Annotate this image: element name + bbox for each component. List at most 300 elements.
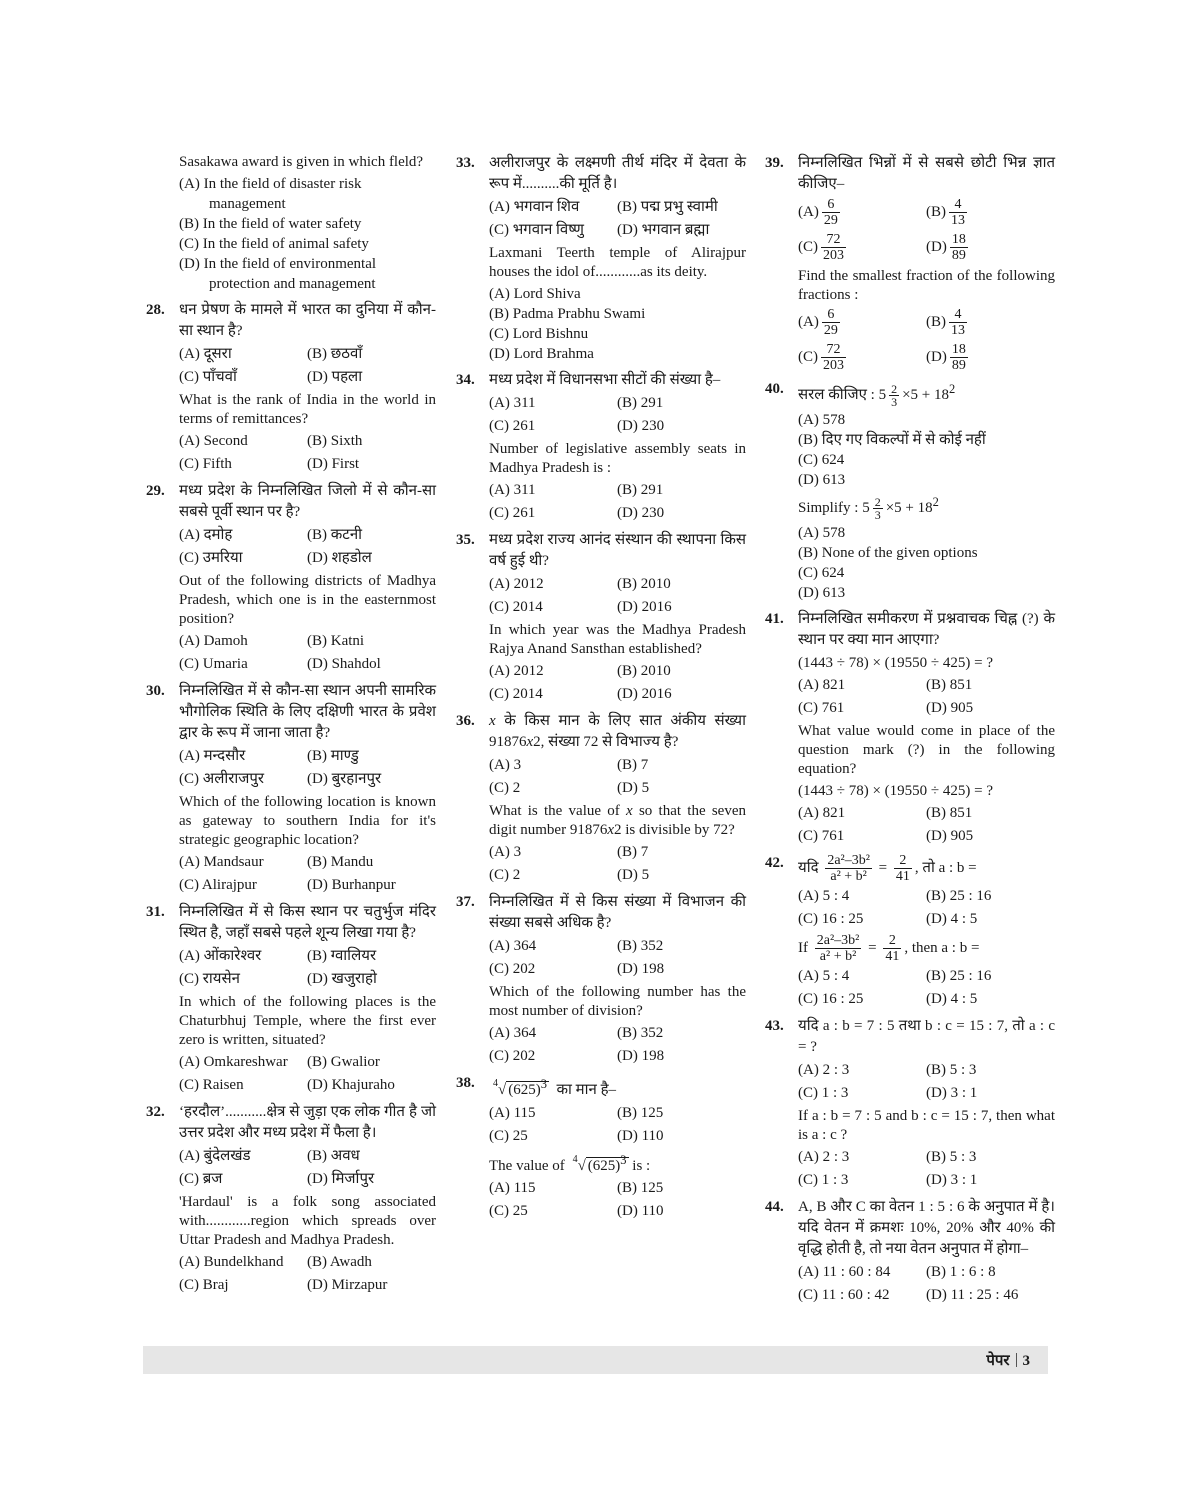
options-hi — [456, 197, 746, 241]
question-35 — [456, 530, 746, 705]
stem-text: यदि — [798, 860, 819, 877]
option-b: (B) Gwalior — [307, 1054, 380, 1070]
stem-text: Simplify : — [798, 500, 859, 517]
numerator: 4 — [949, 197, 967, 213]
option-b: (B) 291 — [617, 482, 664, 498]
question-30 — [146, 681, 436, 896]
option-d: (D) पहला — [307, 369, 363, 385]
option-c: (C) 2014 — [489, 686, 543, 702]
variable-x: x — [489, 713, 496, 729]
variable-x: x — [526, 734, 534, 750]
option-b: (B) 291 — [617, 395, 664, 411]
option-a: (A) 311 — [489, 482, 536, 498]
question-number: 30. — [146, 683, 165, 699]
options-hi — [456, 755, 746, 799]
question-stem-en — [456, 1150, 746, 1176]
column-3 — [765, 153, 1055, 1312]
question-number: 28. — [146, 302, 165, 318]
numerator: 72 — [821, 232, 846, 248]
stem-text: , then a : b = — [904, 940, 980, 957]
question-stem-hi: यदि $\frac{\text{2a²–3b²}}{\text{a² + b²}}$ = $\frac{2}{41}$ , तो a : b = — [798, 853, 977, 885]
option-d: (D) Lord Brahma — [489, 346, 594, 362]
question-number: 38. — [456, 1075, 475, 1091]
option-a: (A) 5 : 4 — [798, 888, 850, 905]
radicand: (625) — [508, 1082, 541, 1098]
option-d: (D) 613 — [798, 585, 846, 602]
radicand: (625) — [587, 1158, 621, 1174]
options-hi — [456, 1103, 746, 1147]
option-b — [926, 307, 1055, 338]
stem-text: What is the value of — [489, 803, 627, 819]
option-a: (A) भगवान शिव — [489, 199, 580, 215]
numerator: 6 — [822, 307, 840, 323]
denominator: 3 — [891, 395, 898, 410]
option-c: (C) 624 — [798, 565, 845, 582]
options-en — [146, 431, 436, 475]
option-a: (A) Second — [179, 433, 248, 449]
options-hi — [765, 1060, 1055, 1104]
question-stem-en: What is the rank of India in the world in terms of remittances? — [179, 392, 436, 427]
option-c: (C) 761 — [798, 828, 845, 845]
question-stem-en: What value would come in place of the question mark (?) in the following equation? — [798, 723, 1055, 778]
option-c: (C) पाँचवाँ — [179, 369, 237, 385]
option-c: (C) 16 : 25 — [798, 991, 864, 1008]
option-d: (D) 2016 — [617, 599, 672, 615]
option-c: (C) रायसेन — [179, 971, 240, 987]
option-a: (A) In the field of disaster risk management — [179, 176, 362, 212]
option-b: (B) Padma Prabhu Swami — [489, 306, 646, 322]
options-en — [765, 966, 1055, 1010]
option-label: (C) — [798, 349, 818, 365]
option-b: (B) कटनी — [307, 527, 363, 543]
question-stem-hi — [489, 1073, 746, 1101]
option-c — [798, 342, 926, 373]
numerator: 6 — [822, 197, 840, 213]
question-stem-hi: ‘हरदौल’...........क्षेत्र से जुड़ा एक लोक गीत है जो उत्तर प्रदेश और मध्य प्रदेश में फैला है। — [179, 1104, 436, 1141]
page-footer — [143, 1346, 1048, 1374]
option-a: (A) 364 — [489, 1025, 537, 1041]
expression-tail: ×5 + 18 — [902, 387, 949, 403]
question-stem-hi: मध्य प्रदेश राज्य आनंद संस्थान की स्थापना किस वर्ष हुई थी? — [489, 532, 746, 569]
stem-text: If — [798, 940, 808, 957]
option-c: (C) 1 : 3 — [798, 1172, 849, 1189]
options-en — [456, 661, 746, 705]
question-stem-hi — [798, 379, 1055, 408]
option-b: (B) 851 — [926, 677, 973, 694]
option-c: (C) 202 — [489, 961, 536, 977]
question-stem-en: Which of the following location is known as gateway to southern India for it's strategic geographic location? — [179, 794, 436, 848]
denominator: 89 — [951, 358, 966, 373]
option-b: (B) 352 — [617, 938, 664, 954]
option-b: (B) 5 : 3 — [926, 1062, 977, 1079]
option-c: (C) 2 — [489, 780, 521, 796]
option-a: (A) 3 — [489, 757, 522, 773]
option-c: (C) Raisen — [179, 1077, 244, 1093]
option-d: (D) Shahdol — [307, 656, 381, 672]
option-a: (A) 821 — [798, 677, 846, 694]
question-stem-hi: निम्नलिखित समीकरण में प्रश्नवाचक चिह्न (?) के स्थान पर क्या मान आएगा? — [798, 611, 1055, 649]
option-d: (D) 3 : 1 — [926, 1172, 978, 1189]
option-a: (A) बुंदेलखंड — [179, 1148, 251, 1164]
root-index: 4 — [572, 1154, 578, 1165]
stem-text: is : — [632, 1158, 651, 1174]
question-number: 36. — [456, 713, 475, 729]
option-a: (A) 3 — [489, 844, 522, 860]
numerator: 18 — [951, 232, 966, 247]
question-stem-en: If a : b = 7 : 5 and b : c = 15 : 7, then what is a : c ? — [798, 1108, 1055, 1144]
option-label: (B) — [926, 204, 946, 220]
options-hi — [456, 936, 746, 980]
option-b: (B) Sixth — [307, 433, 363, 449]
question-number: 37. — [456, 894, 475, 910]
column-1 — [146, 153, 436, 1302]
option-a: (A) 821 — [798, 805, 846, 822]
option-a: (A) 2 : 3 — [798, 1149, 850, 1166]
question-37 — [456, 892, 746, 1067]
option-a — [798, 307, 926, 338]
option-b: (B) In the field of water safety — [179, 216, 362, 232]
options-hi — [146, 525, 436, 569]
option-c: (C) ब्रज — [179, 1171, 223, 1187]
option-d: (D) Burhanpur — [307, 877, 396, 893]
numerator: 72 — [821, 342, 846, 358]
option-a: (A) Omkareshwar — [179, 1054, 288, 1070]
options-hi — [765, 886, 1055, 930]
option-b: (B) 125 — [617, 1105, 664, 1121]
option-d: (D) 110 — [617, 1128, 664, 1144]
question-40 — [765, 379, 1055, 603]
stem-text: का मान है– — [556, 1082, 617, 1098]
option-d: (D) 5 — [617, 867, 650, 883]
option-b: (B) 851 — [926, 805, 973, 822]
question-stem-en: Laxmani Teerth temple of Alirajpur houses the idol of............as its deity. — [489, 245, 746, 280]
question-34 — [456, 370, 746, 524]
options-hi — [456, 574, 746, 618]
whole-part: 5 — [878, 387, 887, 403]
option-c: (C) 25 — [489, 1203, 528, 1219]
option-c: (C) उमरिया — [179, 550, 243, 566]
question-44 — [765, 1197, 1055, 1306]
column-2 — [456, 153, 746, 1228]
option-b: (B) 25 : 16 — [926, 888, 992, 905]
option-b: (B) 5 : 3 — [926, 1149, 977, 1166]
option-a — [798, 197, 926, 228]
question-36 — [456, 711, 746, 886]
options-hi — [765, 1262, 1055, 1306]
question-stem-hi: A, B और C का वेतन 1 : 5 : 6 के अनुपात में है। यदि वेतन में क्रमशः 10%, 20% और 40% की वृद्धि होती है, तो नया वेतन अनुपात में होगा– — [798, 1199, 1055, 1258]
question-stem-en: Out of the following districts of Madhya Pradesh, which one is in the easternmost position? — [179, 573, 436, 627]
equation: (1443 ÷ 78) × (19550 ÷ 425) = ? — [798, 655, 994, 672]
option-b: (B) 7 — [617, 757, 649, 773]
option-b: (B) ग्वालियर — [307, 948, 377, 964]
footer-divider — [1016, 1353, 1017, 1367]
whole-part: 5 — [862, 500, 870, 517]
question-28 — [146, 300, 436, 475]
question-27-continued — [146, 153, 436, 294]
option-label: (A) — [798, 204, 819, 220]
option-a: (A) 5 : 4 — [798, 968, 850, 985]
option-b: (B) 25 : 16 — [926, 968, 992, 985]
question-29 — [146, 481, 436, 675]
exponent: 3 — [620, 1153, 627, 1167]
stem-text: सरल कीजिए : — [798, 387, 875, 403]
question-stem-en: In which year was the Madhya Pradesh Rajya Anand Sansthan established? — [489, 622, 746, 657]
option-d: (D) 198 — [617, 1048, 665, 1064]
option-c: (C) 25 — [489, 1128, 528, 1144]
option-d: (D) खजुराहो — [307, 971, 377, 987]
options-en — [146, 631, 436, 675]
denominator: 41 — [885, 949, 900, 965]
option-d: (D) मिर्जापुर — [307, 1171, 375, 1187]
question-number: 39. — [765, 155, 784, 171]
exponent: 3 — [540, 1077, 547, 1091]
question-stem-en: Number of legislative assembly seats in Madhya Pradesh is : — [489, 441, 746, 476]
question-stem-en — [765, 493, 1055, 521]
option-c: (C) Lord Bishnu — [489, 326, 589, 342]
expression — [862, 495, 939, 523]
option-d: (D) शहडोल — [307, 550, 372, 566]
options-hi — [146, 1146, 436, 1190]
fraction-options-en — [765, 307, 1055, 373]
options-en — [146, 1252, 436, 1296]
question-39 — [765, 153, 1055, 373]
question-number: 34. — [456, 372, 475, 388]
denominator: a² + b² — [830, 869, 867, 885]
stem-text: The value of — [489, 1158, 565, 1174]
option-a: (A) मन्दसौर — [179, 748, 246, 764]
option-d: (D) Khajuraho — [307, 1077, 395, 1093]
question-number: 29. — [146, 483, 165, 499]
question-number: 42. — [765, 855, 784, 872]
option-c: (C) In the field of animal safety — [179, 236, 369, 252]
option-d: (D) 110 — [617, 1203, 664, 1219]
option-c: (C) 624 — [798, 452, 845, 469]
option-b: (B) 2010 — [617, 663, 671, 679]
option-a: (A) 578 — [798, 412, 846, 429]
option-b: (B) 1 : 6 : 8 — [926, 1264, 996, 1281]
option-c — [798, 232, 926, 263]
options-hi — [765, 675, 1055, 719]
question-stem-hi: अलीराजपुर के लक्ष्मणी तीर्थ मंदिर में देवता के रूप में..........की मूर्ति है। — [489, 155, 746, 192]
footer-text: पेपर — [986, 1353, 1010, 1369]
option-b: (B) माण्डु — [307, 748, 359, 764]
question-31 — [146, 902, 436, 1096]
stem-text: 2, संख्या 72 से विभाज्य है? — [533, 734, 679, 750]
option-b: (B) पद्म प्रभु स्वामी — [617, 199, 718, 215]
stem-text: so that the seven digit number 91876 — [489, 803, 746, 838]
option-b — [926, 197, 1055, 228]
exponent: 2 — [949, 382, 956, 396]
option-d: (D) 4 : 5 — [926, 911, 978, 928]
option-a: (A) 2012 — [489, 663, 544, 679]
options-en — [146, 174, 436, 294]
question-stem-hi — [489, 711, 746, 753]
option-c: (C) अलीराजपुर — [179, 771, 265, 787]
root-index: 4 — [493, 1078, 498, 1089]
option-a: (A) 311 — [489, 395, 536, 411]
question-stem-en: In which of the following places is the Chaturbhuj Temple, where the first ever zero is written, situated? — [179, 994, 436, 1048]
denominator: 29 — [823, 213, 838, 228]
options-en — [146, 852, 436, 896]
question-number: 41. — [765, 611, 784, 628]
question-stem-hi: धन प्रेषण के मामले में भारत का दुनिया में कौन-सा स्थान है? — [179, 302, 436, 339]
option-a: (A) 578 — [798, 525, 846, 542]
option-c: (C) 202 — [489, 1048, 536, 1064]
option-c: (C) 261 — [489, 418, 536, 434]
question-32 — [146, 1102, 436, 1296]
option-d: (D) 905 — [926, 700, 974, 717]
options-en — [456, 842, 746, 886]
option-label: (D) — [926, 239, 947, 255]
option-a: (A) दमोह — [179, 527, 233, 543]
option-d: (D) 2016 — [617, 686, 672, 702]
option-d: (D) भगवान ब्रह्मा — [617, 222, 710, 238]
options-en — [456, 1023, 746, 1067]
option-d: (D) 905 — [926, 828, 974, 845]
exponent: 2 — [932, 495, 939, 510]
numerator: 2 — [891, 382, 898, 397]
question-stem-hi: निम्नलिखित में से किस संख्या में विभाजन की संख्या सबसे अधिक है? — [489, 894, 746, 931]
option-c: (C) Fifth — [179, 456, 232, 472]
denominator: 203 — [823, 358, 844, 373]
option-c: (C) Alirajpur — [179, 877, 257, 893]
options-en — [456, 1178, 746, 1222]
options-en — [765, 1147, 1055, 1191]
numerator: 2a²–3b² — [816, 933, 860, 949]
denominator: a² + b² — [819, 949, 857, 965]
question-stem-hi: मध्य प्रदेश के निम्नलिखित जिलो में से कौन-सा सबसे पूर्वी स्थान पर है? — [179, 483, 436, 520]
question-stem-hi: यदि a : b = 7 : 5 तथा b : c = 15 : 7, तो a : c = ? — [798, 1018, 1055, 1056]
question-number: 44. — [765, 1199, 784, 1216]
option-b: (B) 2010 — [617, 576, 671, 592]
option-d — [926, 342, 1055, 373]
option-b: (B) अवध — [307, 1148, 360, 1164]
question-stem-en: Which of the following number has the most number of division? — [489, 984, 746, 1019]
option-a: (A) 11 : 60 : 84 — [798, 1264, 891, 1281]
option-d: (D) Mirzapur — [307, 1277, 388, 1293]
numerator: 2 — [883, 933, 901, 949]
option-d: (D) 3 : 1 — [926, 1085, 978, 1102]
fourth-root-expression: $^4$√ $(625)^3$ — [493, 1077, 547, 1098]
options-en — [765, 803, 1055, 847]
question-38 — [456, 1073, 746, 1222]
question-number: 32. — [146, 1104, 165, 1120]
option-b: (B) 7 — [617, 844, 649, 860]
option-c: (C) Braj — [179, 1277, 229, 1293]
expression — [878, 382, 956, 410]
option-b: (B) Katni — [307, 633, 365, 649]
numerator: 2a²–3b² — [827, 853, 870, 869]
question-stem-en: Find the smallest fraction of the following fractions : — [798, 268, 1055, 303]
fraction-options-hi — [765, 197, 1055, 263]
option-a: (A) 2012 — [489, 576, 544, 592]
option-c: (C) 2 — [489, 867, 521, 883]
page-number: 3 — [1022, 1353, 1030, 1369]
denominator: 3 — [874, 508, 881, 523]
option-b: (B) Awadh — [307, 1254, 372, 1270]
option-label: (A) — [798, 314, 819, 330]
option-c: (C) 761 — [798, 700, 845, 717]
question-stem-hi: निम्नलिखित भिन्नों में से सबसे छोटी भिन्न ज्ञात कीजिए– — [798, 155, 1055, 192]
options-hi — [146, 746, 436, 790]
option-label: (D) — [926, 349, 947, 365]
question-number: 35. — [456, 532, 475, 548]
option-c: (C) 16 : 25 — [798, 911, 864, 928]
option-label: (B) — [926, 314, 946, 330]
option-d: (D) 198 — [617, 961, 665, 977]
numerator: 2 — [874, 495, 881, 510]
option-b: (B) छठवाँ — [307, 346, 363, 362]
option-a: (A) Lord Shiva — [489, 286, 581, 302]
question-number: 43. — [765, 1018, 784, 1035]
question-stem-en: If $\frac{\text{2a²–3b²}}{\text{a² + b²}}$ = $\frac{2}{41}$ , then a : b = — [798, 933, 980, 965]
option-b: (B) Mandu — [307, 854, 374, 870]
option-d: (D) In the field of environmental protection and management — [179, 256, 377, 292]
stem-text: , तो a : b = — [914, 860, 977, 877]
option-a: (A) दूसरा — [179, 346, 232, 362]
question-stem-hi: निम्नलिखित में से कौन-सा स्थान अपनी सामरिक भौगोलिक स्थिति के लिए दक्षिणी भारत के प्रवेश द्वार के रूप में जाना जाता है? — [179, 683, 436, 741]
option-c: (C) 261 — [489, 505, 536, 521]
options-en — [456, 284, 746, 364]
options-hi — [456, 393, 746, 437]
option-d: (D) 4 : 5 — [926, 991, 978, 1008]
option-a: (A) 115 — [489, 1105, 536, 1121]
denominator: 203 — [823, 248, 844, 263]
option-d: (D) 11 : 25 : 46 — [926, 1287, 1019, 1304]
denominator: 29 — [823, 323, 838, 338]
stem-text: 2 is divisible by 72? — [614, 822, 735, 838]
fourth-root-expression: $^4$√ $(625)^3$ — [572, 1153, 627, 1174]
option-c: (C) 11 : 60 : 42 — [798, 1287, 890, 1304]
option-d: (D) 613 — [798, 472, 846, 489]
option-label: (C) — [798, 239, 818, 255]
option-b: (B) दिए गए विकल्पों में से कोई नहीं — [798, 432, 986, 449]
option-c: (C) 2014 — [489, 599, 543, 615]
question-42 — [765, 853, 1055, 1010]
options-en — [765, 523, 1055, 603]
option-a: (A) 364 — [489, 938, 537, 954]
question-stem-en: 'Hardaul' is a folk song associated with............region which spreads over Uttar Pradesh and Madhya Pradesh. — [179, 1194, 436, 1248]
option-c: (C) Umaria — [179, 656, 248, 672]
denominator: 89 — [951, 248, 966, 263]
option-d: (D) 230 — [617, 418, 665, 434]
option-d: (D) 5 — [617, 780, 650, 796]
option-a: (A) 2 : 3 — [798, 1062, 850, 1079]
question-33 — [456, 153, 746, 364]
options-hi — [765, 410, 1055, 490]
denominator: 13 — [951, 323, 965, 338]
question-number: 33. — [456, 155, 475, 171]
option-d: (D) 230 — [617, 505, 665, 521]
option-a: (A) Damoh — [179, 633, 248, 649]
numerator: 2 — [894, 853, 912, 869]
denominator: 13 — [951, 213, 965, 228]
option-d — [926, 232, 1055, 263]
variable-x: x — [607, 822, 614, 838]
equation: (1443 ÷ 78) × (19550 ÷ 425) = ? — [798, 783, 994, 800]
variable-x: x — [626, 803, 633, 819]
question-stem-hi: निम्नलिखित में से किस स्थान पर चतुर्भुज मंदिर स्थित है, जहाँ सबसे पहले शून्य लिखा गया है? — [179, 904, 436, 941]
options-en — [146, 1052, 436, 1096]
option-a: (A) ओंकारेश्वर — [179, 948, 262, 964]
question-stem-hi: मध्य प्रदेश में विधानसभा सीटों की संख्या है– — [489, 372, 721, 388]
numerator: 18 — [951, 342, 966, 357]
denominator: 41 — [895, 869, 910, 885]
option-b: (B) None of the given options — [798, 545, 978, 562]
options-hi — [146, 344, 436, 388]
options-en — [456, 480, 746, 524]
option-c: (C) 1 : 3 — [798, 1085, 849, 1102]
